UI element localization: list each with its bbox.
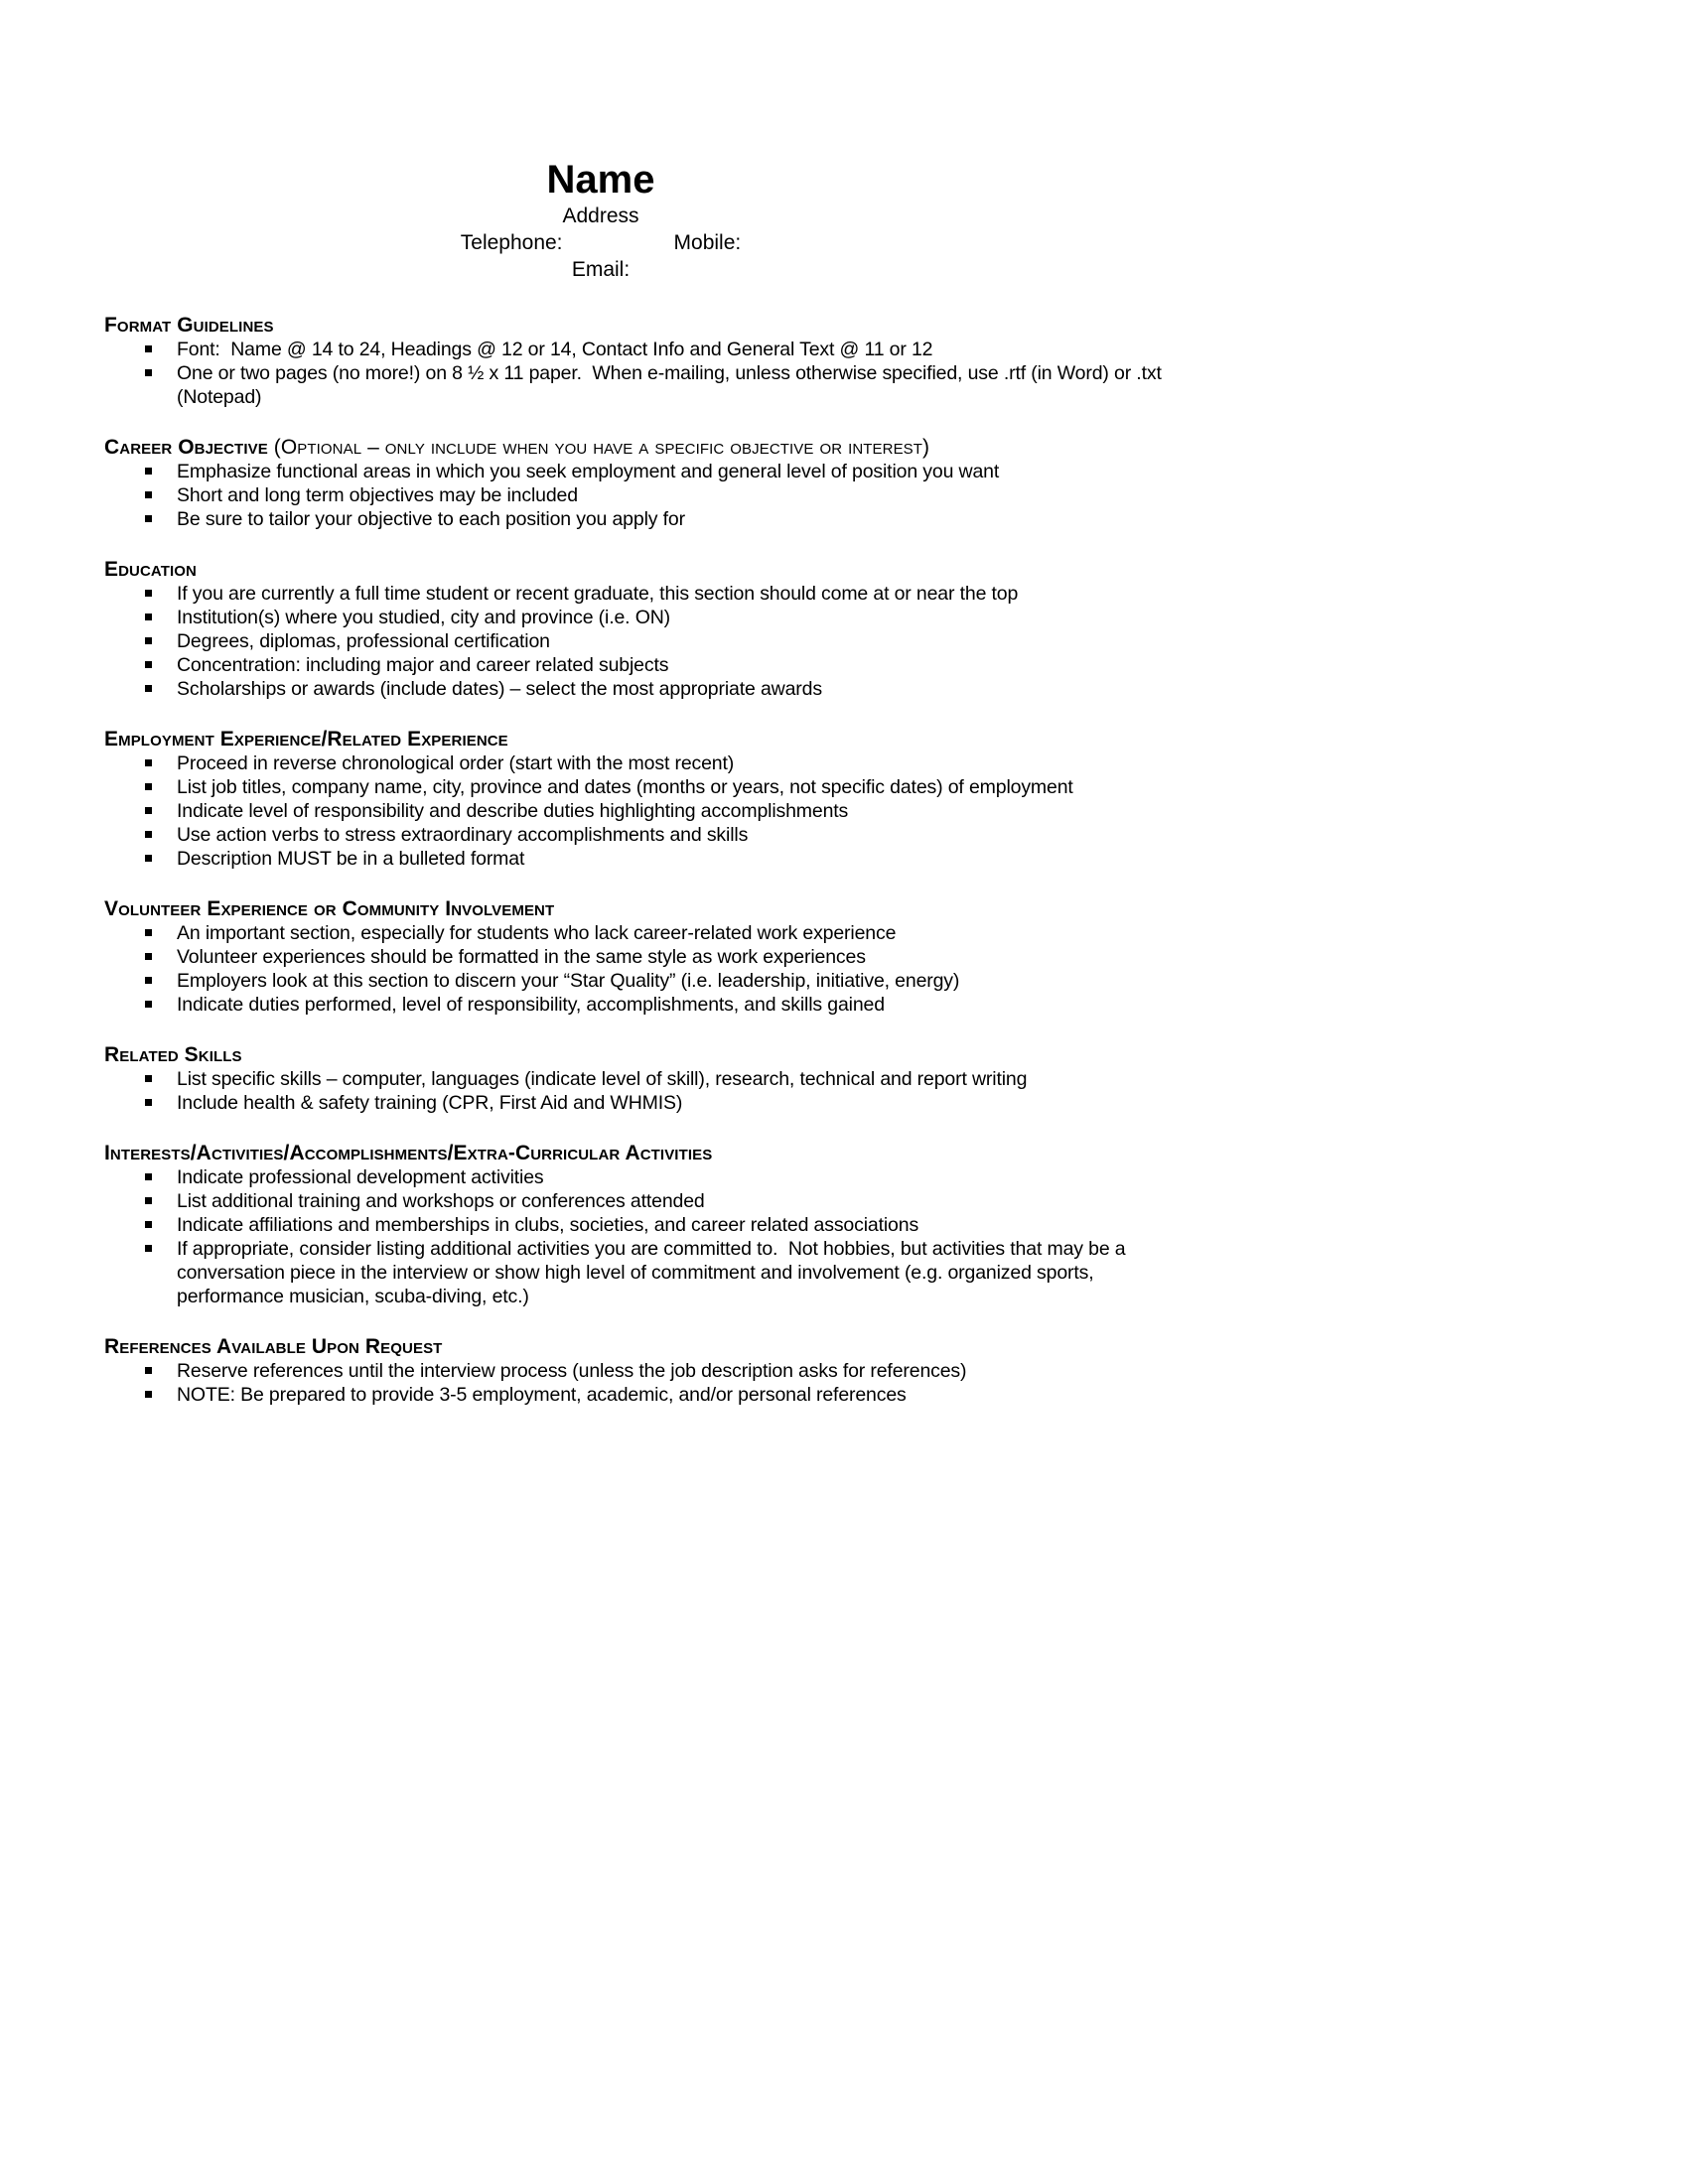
section-heading <box>104 557 1177 582</box>
contact-row <box>104 229 1097 256</box>
bullet-list <box>104 338 1177 409</box>
bullet-item: List specific skills – computer, languages (indicate level of skill), research, technical and report writing <box>104 1067 1177 1091</box>
bullet-item: List additional training and workshops or conferences attended <box>104 1189 1177 1213</box>
bullet-item: If you are currently a full time student or recent graduate, this section should come at or near the top <box>104 582 1177 606</box>
section-heading <box>104 435 1177 460</box>
document-section <box>104 1141 1177 1308</box>
document-section <box>104 1042 1177 1115</box>
section-heading <box>104 1042 1177 1067</box>
bullet-item: List job titles, company name, city, province and dates (months or years, not specific dates) of employment <box>104 775 1177 799</box>
bullet-item: Degrees, diplomas, professional certification <box>104 629 1177 653</box>
document-section <box>104 435 1177 531</box>
document-section <box>104 557 1177 701</box>
bullet-item: Indicate duties performed, level of responsibility, accomplishments, and skills gained <box>104 993 1177 1017</box>
mobile-label: Mobile: <box>673 231 742 254</box>
document-content <box>104 157 1177 1407</box>
document-section <box>104 313 1177 409</box>
bullet-item: An important section, especially for students who lack career-related work experience <box>104 921 1177 945</box>
section-heading <box>104 1141 1177 1165</box>
bullet-item: Indicate professional development activities <box>104 1165 1177 1189</box>
bullet-item: Proceed in reverse chronological order (start with the most recent) <box>104 751 1177 775</box>
section-title: Career Objective <box>104 436 268 459</box>
section-title: Volunteer Experience or Community Involvement <box>104 897 555 920</box>
section-heading <box>104 896 1177 921</box>
bullet-item: NOTE: Be prepared to provide 3-5 employment, academic, and/or personal references <box>104 1383 1177 1407</box>
bullet-item: One or two pages (no more!) on 8 ½ x 11 paper. When e-mailing, unless otherwise specified, use .rtf (in Word) or .txt (Notepad) <box>104 361 1177 409</box>
bullet-item: Be sure to tailor your objective to each position you apply for <box>104 507 1177 531</box>
bullet-list <box>104 1165 1177 1308</box>
bullet-item: Concentration: including major and career related subjects <box>104 653 1177 677</box>
section-title: References Available Upon Request <box>104 1335 443 1358</box>
document-section <box>104 727 1177 871</box>
bullet-item: Font: Name @ 14 to 24, Headings @ 12 or 14, Contact Info and General Text @ 11 or 12 <box>104 338 1177 361</box>
section-title-suffix: (Optional – only include when you have a specific objective or interest) <box>267 436 930 459</box>
bullet-item: Short and long term objectives may be included <box>104 483 1177 507</box>
resume-header <box>104 157 1097 283</box>
bullet-item: Use action verbs to stress extraordinary accomplishments and skills <box>104 823 1177 847</box>
bullet-item: Employers look at this section to discern your “Star Quality” (i.e. leadership, initiative, energy) <box>104 969 1177 993</box>
resume-name: Name <box>546 158 655 202</box>
sections-container <box>104 313 1177 1407</box>
bullet-item: Volunteer experiences should be formatted in the same style as work experiences <box>104 945 1177 969</box>
section-title: Employment Experience/Related Experience <box>104 728 508 751</box>
bullet-list <box>104 582 1177 701</box>
bullet-item: Institution(s) where you studied, city and province (i.e. ON) <box>104 606 1177 629</box>
bullet-item: If appropriate, consider listing additional activities you are committed to. Not hobbies, but activities that may be a conversation piece in the interview or show high level of commitment and involvement (e.g. organized sports, performance musician, scuba-diving, etc.) <box>104 1237 1177 1308</box>
section-heading <box>104 1334 1177 1359</box>
bullet-item: Reserve references until the interview process (unless the job description asks for references) <box>104 1359 1177 1383</box>
email-label: Email: <box>571 258 631 281</box>
bullet-list <box>104 460 1177 531</box>
resume-address: Address <box>562 205 639 227</box>
bullet-list <box>104 1067 1177 1115</box>
bullet-item: Scholarships or awards (include dates) – select the most appropriate awards <box>104 677 1177 701</box>
bullet-item: Include health & safety training (CPR, First Aid and WHMIS) <box>104 1091 1177 1115</box>
section-heading <box>104 727 1177 751</box>
section-title: Education <box>104 558 197 581</box>
document-section <box>104 896 1177 1017</box>
telephone-label: Telephone: <box>460 231 563 254</box>
bullet-list <box>104 1359 1177 1407</box>
bullet-list <box>104 921 1177 1017</box>
section-title: Interests/Activities/Accomplishments/Extra-Curricular Activities <box>104 1142 713 1164</box>
bullet-item: Indicate affiliations and memberships in clubs, societies, and career related associations <box>104 1213 1177 1237</box>
section-title: Related Skills <box>104 1043 242 1066</box>
bullet-item: Indicate level of responsibility and describe duties highlighting accomplishments <box>104 799 1177 823</box>
bullet-item: Emphasize functional areas in which you seek employment and general level of position you want <box>104 460 1177 483</box>
section-title: Format Guidelines <box>104 314 274 337</box>
document-section <box>104 1334 1177 1407</box>
bullet-item: Description MUST be in a bulleted format <box>104 847 1177 871</box>
bullet-list <box>104 751 1177 871</box>
section-heading <box>104 313 1177 338</box>
